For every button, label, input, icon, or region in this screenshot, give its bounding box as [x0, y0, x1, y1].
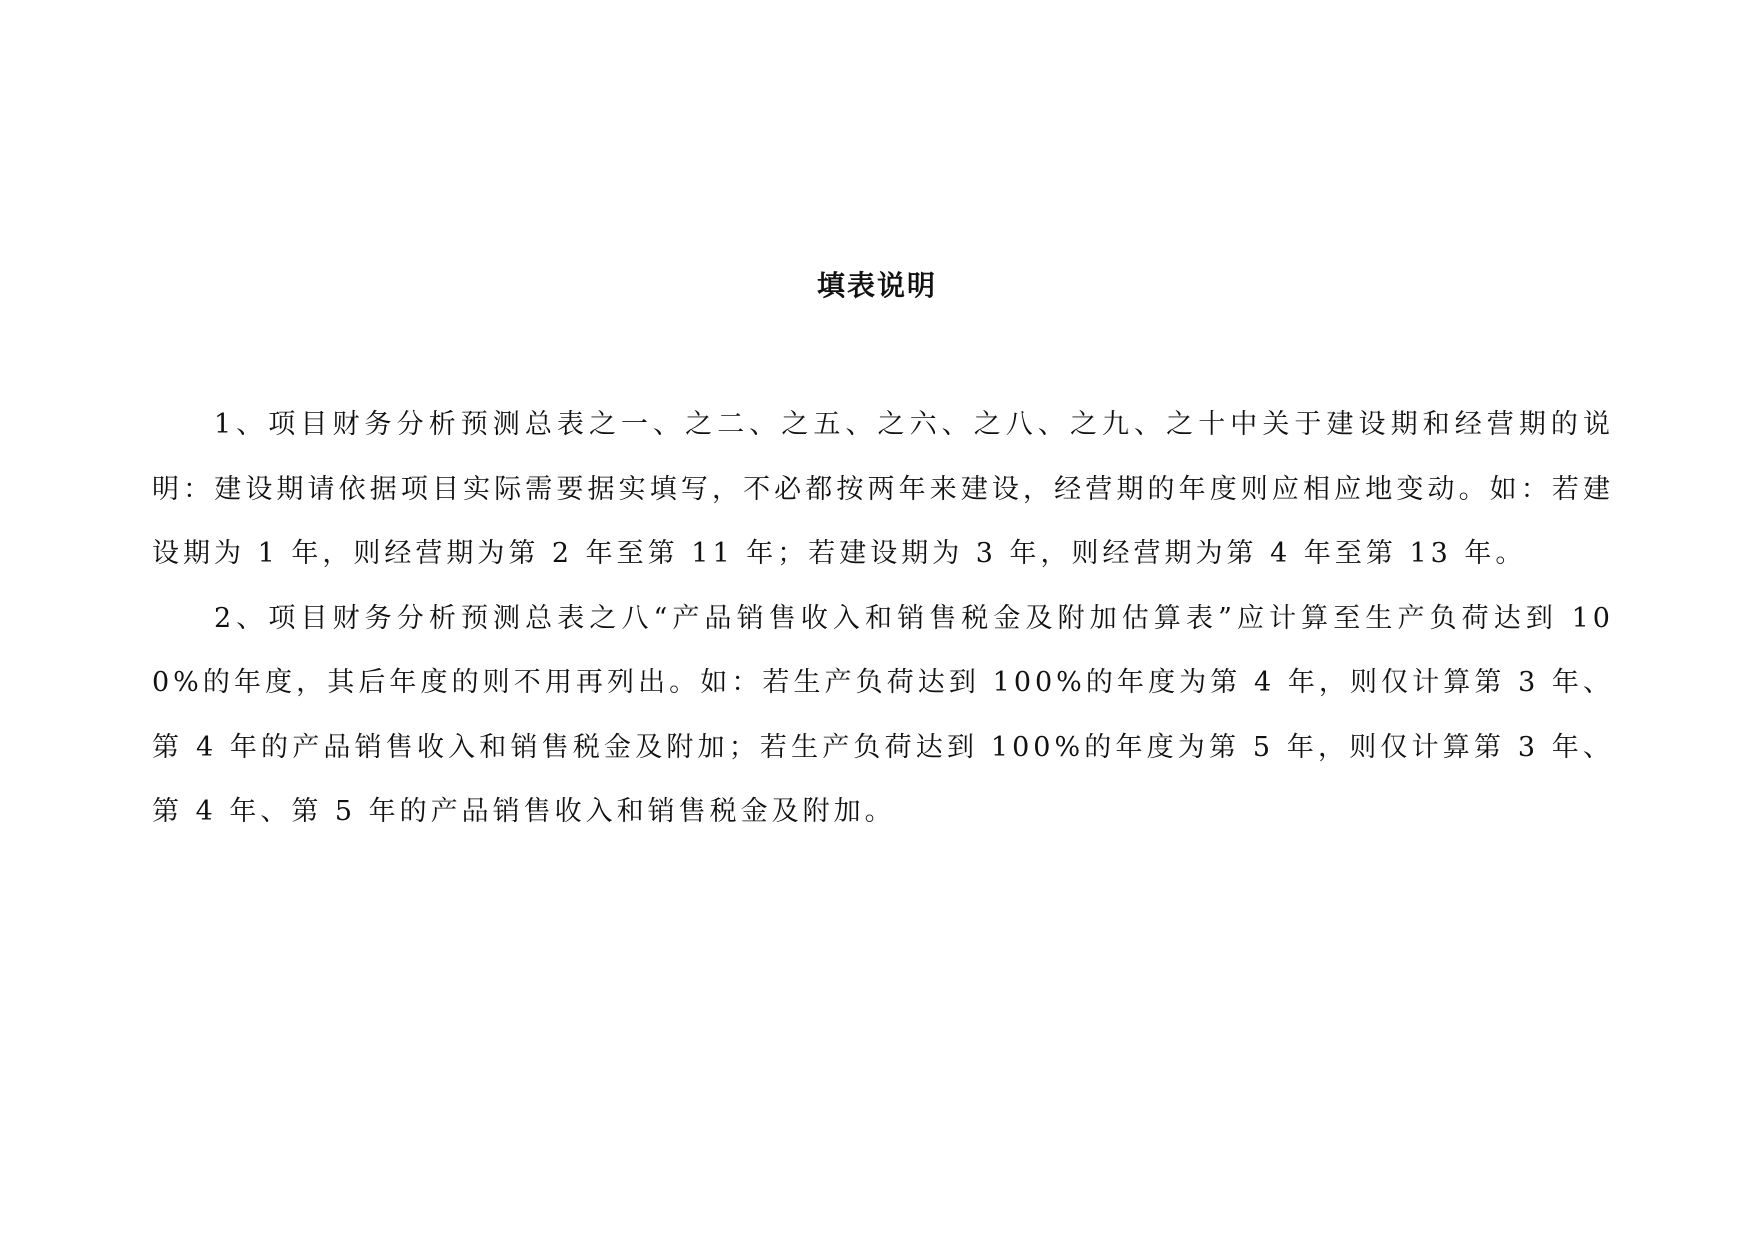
instruction-paragraph-2: 2、项目财务分析预测总表之八“产品销售收入和销售税金及附加估算表”应计算至生产负荷达到 100%的年度，其后年度的则不用再列出。如：若生产负荷达到 100%的年度为第 4 年，则仅计算第 3 年、第 4 年的产品销售收入和销售税金及附加；若生产负荷达到 100%的年度为第 5 年，则仅计算第 3 年、第 4 年、第 5 年的产品销售收入和销售税金及附加。 — [152, 602, 1614, 827]
instructions-body — [152, 393, 1614, 845]
page-title: 填表说明 — [816, 269, 937, 302]
instruction-paragraph-1: 1、项目财务分析预测总表之一、之二、之五、之六、之八、之九、之十中关于建设期和经营期的说明：建设期请依据项目实际需要据实填写，不必都按两年来建设，经营期的年度则应相应地变动。如：若建设期为 1 年，则经营期为第 2 年至第 11 年；若建设期为 3 年，则经营期为第 4 年至第 13 年。 — [152, 409, 1614, 569]
